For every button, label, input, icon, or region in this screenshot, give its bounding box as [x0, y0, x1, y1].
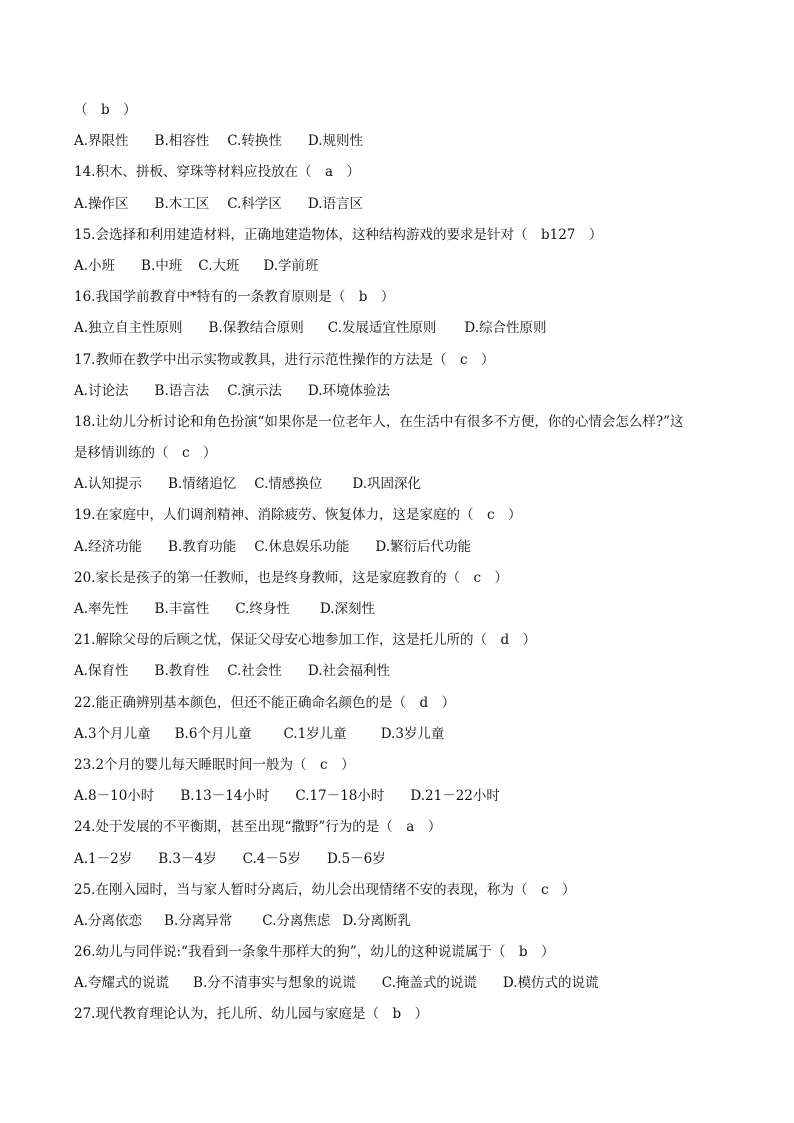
answer-option: B.木工区 — [154, 195, 210, 212]
answer-options-row — [74, 786, 734, 806]
answer-option: C.4－5岁 — [242, 850, 301, 867]
answer-option: D.综合性原则 — [464, 320, 547, 337]
answer-option: B.语言法 — [154, 382, 210, 399]
answer-option: B.相容性 — [154, 133, 210, 150]
answer-option: D.社会福利性 — [307, 663, 391, 680]
answer-option: B.6个月儿童 — [174, 725, 252, 742]
question-line: 15.会选择和利用建造材料，正确地建造物体，这种结构游戏的要求是针对（ b127 ） — [74, 226, 603, 243]
answer-option: B.中班 — [141, 257, 183, 274]
answer-option: D.5－6岁 — [326, 850, 386, 867]
answer-option: A.8－10小时 — [74, 788, 155, 805]
answer-option: B.分离异常 — [164, 912, 233, 929]
answer-option: D.环境体验法 — [307, 382, 391, 399]
answer-option: C.转换性 — [227, 133, 282, 150]
answer-option: C.演示法 — [227, 382, 282, 399]
question-line: 25.在刚入园时，当与家人暂时分离后，幼儿会出现情绪不安的表现，称为（ c ） — [74, 881, 576, 898]
question-line: 26.幼儿与同伴说:“我看到一条象牛那样大的狗”，幼儿的这种说谎属于（ b ） — [74, 944, 555, 961]
answer-option: B.分不清事实与想象的说谎 — [193, 975, 356, 992]
answer-option: B.教育性 — [154, 663, 210, 680]
answer-option: D.21－22小时 — [410, 788, 500, 805]
answer-option: D.规则性 — [307, 133, 364, 150]
question-line: 14.积木、拼板、穿珠等材料应投放在（ a ） — [74, 164, 361, 181]
answer-option: A.操作区 — [74, 195, 129, 212]
answer-option: D.模仿式的说谎 — [502, 975, 599, 992]
answer-option: C.休息娱乐功能 — [254, 538, 350, 555]
answer-options-row — [74, 661, 734, 681]
answer-option: D.巩固深化 — [352, 476, 422, 493]
answer-options-row — [74, 911, 734, 931]
answer-option: D.3岁儿童 — [380, 725, 445, 742]
question-line: 27.现代教育理论认为，托儿所、幼儿园与家庭是（ b ） — [74, 1006, 429, 1023]
answer-option: D.学前班 — [263, 257, 319, 274]
question-line: 18.让幼儿分析讨论和角色扮演“如果你是一位老年人，在生活中有很多不方便，你的心情会怎么样?”这 — [74, 413, 684, 430]
answer-option: A.率先性 — [74, 601, 129, 617]
answer-options-row — [74, 381, 734, 401]
question-line: 20.家长是孩子的第一任教师，也是终身教师，这是家庭教育的（ c ） — [74, 569, 509, 586]
question-line: （ b ） — [74, 102, 137, 118]
answer-option: C.大班 — [198, 257, 240, 274]
answer-option: C.社会性 — [227, 663, 282, 680]
question-line: 23.2个月的婴儿每天睡眠时间一般为（ c ） — [74, 756, 355, 773]
answer-option: C.情感换位 — [254, 476, 323, 493]
answer-option: D.繁衍后代功能 — [375, 538, 472, 555]
question-line: 24.处于发展的不平衡期，甚至出现“撒野”行为的是（ a ） — [74, 819, 442, 836]
answer-option: A.保育性 — [74, 663, 129, 680]
answer-option: A.1－2岁 — [74, 850, 133, 867]
question-line: 21.解除父母的后顾之忧，保证父母安心地参加工作，这是托儿所的（ d ） — [74, 632, 537, 649]
answer-option: A.分离依恋 — [74, 912, 143, 929]
answer-option: B.丰富性 — [154, 601, 210, 617]
answer-option: C.掩盖式的说谎 — [381, 975, 477, 992]
answer-option: B.保教结合原则 — [208, 320, 304, 337]
answer-option: C.1岁儿童 — [283, 725, 347, 742]
answer-options-row — [74, 537, 734, 557]
answer-option: D.语言区 — [307, 195, 364, 212]
answer-option: B.教育功能 — [168, 538, 237, 555]
answer-option: A.经济功能 — [74, 538, 143, 555]
question-line: 16.我国学前教育中*特有的一条教育原则是（ b ） — [74, 289, 395, 306]
answer-option: A.认知提示 — [74, 476, 143, 493]
answer-option: C.发展适宜性原则 — [327, 320, 437, 337]
question-list — [74, 100, 734, 1036]
answer-options-row — [74, 194, 734, 214]
answer-option: C.分离焦虑 — [262, 912, 331, 929]
answer-option: A.小班 — [74, 257, 116, 274]
answer-option: A.独立自主性原则 — [74, 320, 183, 337]
answer-option: D.分离断乳 — [342, 912, 412, 929]
answer-option: A.讨论法 — [74, 382, 129, 399]
answer-options-row — [74, 256, 734, 276]
question-line: 22.能正确辨别基本颜色，但还不能正确命名颜色的是（ d ） — [74, 694, 456, 711]
answer-option: C.科学区 — [227, 195, 282, 212]
answer-option: D.深刻性 — [319, 601, 376, 617]
answer-options-row — [74, 724, 734, 744]
answer-option: C.终身性 — [235, 601, 290, 617]
answer-options-row — [74, 973, 734, 993]
answer-option: B.3－4岁 — [158, 850, 217, 867]
answer-option: A.界限性 — [74, 133, 129, 150]
question-line: 19.在家庭中，人们调剂精神、消除疲劳、恢复体力，这是家庭的（ c ） — [74, 507, 522, 524]
answer-option: C.17－18小时 — [295, 788, 385, 805]
answer-option: A.3个月儿童 — [74, 725, 151, 742]
answer-option: B.情绪追忆 — [168, 476, 237, 493]
answer-option: B.13－14小时 — [180, 788, 270, 805]
answer-options-row — [74, 474, 734, 494]
answer-options-row — [74, 318, 734, 338]
question-line: 17.教师在教学中出示实物或教具，进行示范性操作的方法是（ c ） — [74, 351, 495, 368]
answer-options-row — [74, 599, 734, 619]
answer-options-row — [74, 131, 734, 151]
answer-option: A.夸耀式的说谎 — [74, 975, 170, 992]
answer-options-row — [74, 849, 734, 869]
question-line: 是移情训练的（ c ） — [74, 445, 217, 462]
